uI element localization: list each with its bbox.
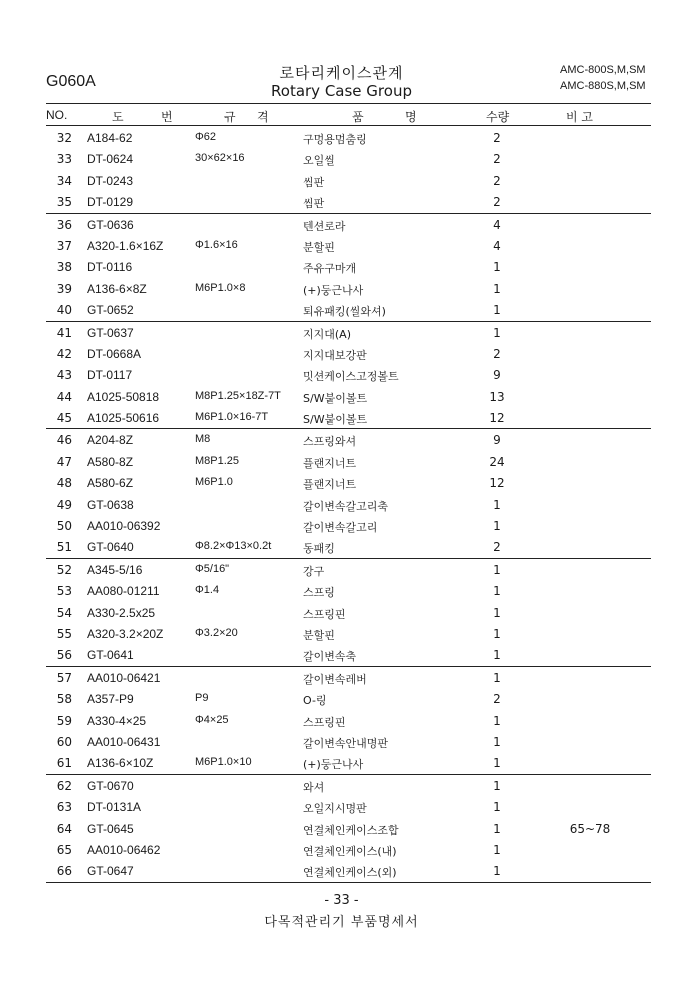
- cell-no: 38: [56, 260, 72, 275]
- cell-name: 오일씰: [303, 154, 335, 168]
- cell-qty: 9: [493, 433, 501, 448]
- table-row: [0, 451, 683, 472]
- table-row: [46, 860, 651, 882]
- cell-spec: Φ4×25: [195, 713, 229, 726]
- table-row: [0, 494, 683, 515]
- cell-spec: M6P1.0×10: [195, 756, 252, 769]
- cell-spec: M8P1.25: [195, 454, 240, 467]
- col-name-header-2: 명: [405, 110, 417, 124]
- cell-name: 퇴유패킹(씰와셔): [303, 305, 386, 319]
- cell-qty: 1: [493, 497, 501, 512]
- cell-spec: 30×62×16: [195, 152, 245, 165]
- cell-part: DT-0116: [87, 260, 133, 275]
- table-row: [0, 839, 683, 860]
- cell-name: 밋션케이스고정볼트: [303, 370, 399, 384]
- cell-name: 분할핀: [303, 628, 335, 642]
- cell-name: 구멍용멈춤링: [303, 133, 367, 146]
- parts-table: [0, 127, 683, 883]
- table-row: [0, 775, 683, 796]
- cell-qty: 1: [493, 864, 501, 879]
- header-bottom-rule: [46, 125, 651, 126]
- cell-no: 60: [56, 734, 72, 749]
- col-note-header: 비 고: [566, 110, 593, 124]
- cell-no: 57: [56, 670, 72, 685]
- cell-no: 41: [56, 325, 72, 340]
- cell-name: 스프링핀: [303, 715, 346, 729]
- cell-qty: 2: [493, 540, 501, 555]
- cell-name: 오일지시명판: [303, 802, 367, 816]
- cell-no: 62: [56, 778, 72, 793]
- cell-no: 58: [56, 692, 72, 707]
- cell-no: 35: [56, 195, 72, 210]
- cell-spec: M8: [195, 433, 211, 446]
- cell-name: 연결체인케이스(내): [303, 844, 397, 858]
- cell-no: 37: [56, 238, 72, 253]
- col-spec-header-2: 격: [257, 110, 269, 124]
- cell-name: 갈이변속레버: [303, 672, 367, 686]
- cell-spec: Φ5/16": [195, 562, 230, 575]
- model-line-2: AMC-880S,M,SM: [560, 80, 646, 92]
- cell-name: 씸판: [303, 175, 325, 189]
- cell-part: DT-0668A: [87, 346, 142, 361]
- cell-no: 47: [56, 454, 72, 469]
- cell-name: 스프링: [303, 586, 335, 600]
- cell-part: GT-0645: [87, 821, 134, 836]
- cell-part: GT-0638: [87, 497, 134, 512]
- col-spec-header-1: 규: [224, 110, 236, 124]
- cell-no: 52: [56, 562, 72, 577]
- table-row: [46, 644, 651, 666]
- cell-part: A320-3.2×20Z: [87, 626, 164, 641]
- cell-spec: M6P1.0×8: [195, 281, 246, 294]
- cell-no: 40: [56, 303, 72, 318]
- table-row: [0, 796, 683, 817]
- cell-name: 스프링와셔: [303, 435, 357, 449]
- table-row: [0, 667, 683, 688]
- cell-spec: M8P1.25×18Z-7T: [195, 389, 281, 402]
- cell-qty: 1: [493, 778, 501, 793]
- cell-part: DT-0117: [87, 368, 133, 383]
- header-top-rule: [46, 103, 651, 104]
- document-footer-title: 다목적관리기 부품명세서: [264, 915, 419, 930]
- cell-no: 33: [56, 152, 72, 167]
- cell-part: A345-5/16: [87, 562, 143, 577]
- cell-qty: 2: [493, 131, 501, 145]
- cell-no: 61: [56, 756, 72, 771]
- table-row: [0, 623, 683, 644]
- cell-qty: 24: [489, 454, 505, 469]
- cell-no: 32: [56, 131, 72, 145]
- cell-no: 51: [56, 540, 72, 555]
- cell-name: S/W붙이볼트: [303, 413, 368, 427]
- cell-no: 39: [56, 281, 72, 296]
- cell-no: 46: [56, 433, 72, 448]
- cell-qty: 2: [493, 692, 501, 707]
- group-code: G060A: [46, 73, 96, 90]
- cell-qty: 1: [493, 842, 501, 857]
- cell-part: A580-6Z: [87, 476, 134, 491]
- cell-part: DT-0243: [87, 173, 134, 188]
- cell-part: AA010-06392: [87, 519, 161, 534]
- cell-part: A204-8Z: [87, 433, 134, 448]
- cell-no: 50: [56, 519, 72, 534]
- cell-spec: P9: [195, 692, 209, 705]
- cell-no: 59: [56, 713, 72, 728]
- table-row: [46, 299, 651, 321]
- model-line-1: AMC-800S,M,SM: [560, 64, 646, 76]
- cell-qty: 1: [493, 519, 501, 534]
- cell-qty: 4: [493, 238, 501, 253]
- cell-qty: 2: [493, 173, 501, 188]
- cell-name: 갈이변속갈고리축: [303, 499, 389, 513]
- cell-part: AA010-06431: [87, 734, 161, 749]
- cell-qty: 1: [493, 648, 501, 663]
- table-row: [0, 343, 683, 364]
- cell-part: AA010-06462: [87, 842, 161, 857]
- cell-name: 주유구마개: [303, 262, 357, 276]
- cell-qty: 13: [489, 389, 505, 404]
- cell-name: 지지대보강판: [303, 348, 367, 362]
- cell-no: 34: [56, 173, 72, 188]
- cell-no: 53: [56, 584, 72, 599]
- cell-name: (+)둥근나사: [303, 758, 364, 772]
- cell-name: 연결체인케이스조합: [303, 823, 399, 837]
- cell-name: S/W붙이볼트: [303, 391, 368, 405]
- cell-note: 65~78: [569, 821, 611, 836]
- cell-qty: 1: [493, 756, 501, 771]
- cell-no: 54: [56, 605, 72, 620]
- cell-no: 64: [56, 821, 72, 836]
- cell-qty: 1: [493, 713, 501, 728]
- table-row: [0, 688, 683, 709]
- cell-name: 씸판: [303, 197, 325, 211]
- table-row: [46, 752, 651, 774]
- cell-qty: 1: [493, 562, 501, 577]
- cell-qty: 1: [493, 821, 501, 836]
- cell-name: 갈이변속갈고리: [303, 521, 378, 535]
- cell-part: A184-62: [87, 131, 133, 145]
- cell-part: GT-0641: [87, 648, 134, 663]
- cell-part: DT-0131A: [87, 800, 142, 815]
- table-row: [0, 559, 683, 580]
- cell-qty: 1: [493, 303, 501, 318]
- cell-spec: Φ1.6×16: [195, 238, 238, 251]
- cell-qty: 1: [493, 670, 501, 685]
- cell-no: 43: [56, 368, 72, 383]
- cell-name: 스프링핀: [303, 607, 346, 621]
- col-part-header-2: 번: [161, 110, 173, 124]
- cell-qty: 2: [493, 195, 501, 210]
- title-english: Rotary Case Group: [271, 82, 412, 100]
- table-row: [0, 580, 683, 601]
- title-korean: 로타리케이스관계: [279, 64, 404, 82]
- cell-qty: 12: [489, 411, 505, 426]
- cell-part: A580-8Z: [87, 454, 134, 469]
- col-qty-header: 수량: [486, 110, 510, 124]
- table-row: [0, 429, 683, 450]
- cell-name: 동패킹: [303, 542, 335, 556]
- cell-qty: 1: [493, 325, 501, 340]
- cell-name: (+)둥근나사: [303, 283, 364, 297]
- table-row: [46, 407, 651, 429]
- cell-part: GT-0636: [87, 217, 134, 232]
- cell-no: 55: [56, 626, 72, 641]
- col-name-header-1: 품: [352, 110, 364, 124]
- table-row: [0, 127, 683, 148]
- cell-qty: 9: [493, 368, 501, 383]
- cell-no: 65: [56, 842, 72, 857]
- cell-name: 플랜지너트: [303, 478, 357, 492]
- cell-qty: 1: [493, 800, 501, 815]
- col-no-header: NO.: [46, 108, 68, 122]
- cell-part: A1025-50818: [87, 389, 160, 404]
- cell-name: 연결체인케이스(외): [303, 866, 397, 880]
- table-row: [0, 214, 683, 235]
- cell-qty: 1: [493, 626, 501, 641]
- page-number: - 33 -: [324, 893, 359, 908]
- cell-part: A330-4×25: [87, 713, 147, 728]
- cell-part: DT-0624: [87, 152, 134, 167]
- cell-no: 56: [56, 648, 72, 663]
- table-row: [0, 256, 683, 277]
- cell-part: GT-0652: [87, 303, 134, 318]
- cell-part: GT-0647: [87, 864, 134, 879]
- cell-no: 63: [56, 800, 72, 815]
- table-row: [46, 536, 651, 558]
- cell-qty: 1: [493, 281, 501, 296]
- col-part-header-1: 도: [112, 110, 124, 124]
- cell-name: 분할핀: [303, 240, 335, 254]
- table-row: [0, 235, 683, 256]
- table-row: [0, 818, 683, 839]
- cell-name: 텐션로라: [303, 219, 346, 233]
- cell-part: A320-1.6×16Z: [87, 238, 164, 253]
- cell-part: A136-6×8Z: [87, 281, 147, 296]
- cell-spec: Φ8.2×Φ13×0.2t: [195, 540, 272, 553]
- cell-part: A330-2.5x25: [87, 605, 156, 620]
- table-row: [0, 364, 683, 385]
- table-row: [0, 472, 683, 493]
- cell-name: 갈이변속축: [303, 650, 357, 664]
- cell-qty: 1: [493, 260, 501, 275]
- table-row: [0, 148, 683, 169]
- cell-spec: M6P1.0×16-7T: [195, 411, 269, 424]
- cell-no: 66: [56, 864, 72, 879]
- cell-qty: 2: [493, 152, 501, 167]
- cell-part: A357-P9: [87, 692, 134, 707]
- table-row: [0, 386, 683, 407]
- cell-spec: Φ1.4: [195, 584, 220, 597]
- cell-qty: 2: [493, 346, 501, 361]
- cell-name: 지지대(A): [303, 327, 351, 341]
- cell-no: 44: [56, 389, 72, 404]
- table-row: [0, 515, 683, 536]
- table-row: [46, 191, 651, 213]
- cell-no: 48: [56, 476, 72, 491]
- cell-name: 플랜지너트: [303, 456, 357, 470]
- table-row: [0, 602, 683, 623]
- cell-spec: M6P1.0: [195, 476, 233, 489]
- table-row: [0, 278, 683, 299]
- cell-no: 45: [56, 411, 72, 426]
- table-row: [0, 731, 683, 752]
- cell-part: GT-0640: [87, 540, 134, 555]
- cell-part: GT-0637: [87, 325, 134, 340]
- cell-qty: 4: [493, 217, 501, 232]
- table-row: [0, 322, 683, 343]
- cell-part: AA080-01211: [87, 584, 160, 599]
- cell-qty: 1: [493, 734, 501, 749]
- cell-qty: 1: [493, 584, 501, 599]
- cell-part: A136-6×10Z: [87, 756, 154, 771]
- cell-part: AA010-06421: [87, 670, 161, 685]
- cell-qty: 12: [489, 476, 505, 491]
- cell-name: 갈이변속안내명판: [303, 736, 389, 750]
- cell-spec: Φ62: [195, 131, 217, 143]
- table-row: [0, 710, 683, 731]
- cell-part: GT-0670: [87, 778, 134, 793]
- cell-no: 36: [56, 217, 72, 232]
- cell-part: A1025-50616: [87, 411, 160, 426]
- cell-name: 강구: [303, 564, 325, 578]
- cell-no: 42: [56, 346, 72, 361]
- cell-part: DT-0129: [87, 195, 134, 210]
- cell-name: O-링: [303, 694, 327, 708]
- cell-spec: Φ3.2×20: [195, 626, 238, 639]
- cell-qty: 1: [493, 605, 501, 620]
- cell-no: 49: [56, 497, 72, 512]
- table-row: [0, 170, 683, 191]
- cell-name: 와셔: [303, 780, 325, 794]
